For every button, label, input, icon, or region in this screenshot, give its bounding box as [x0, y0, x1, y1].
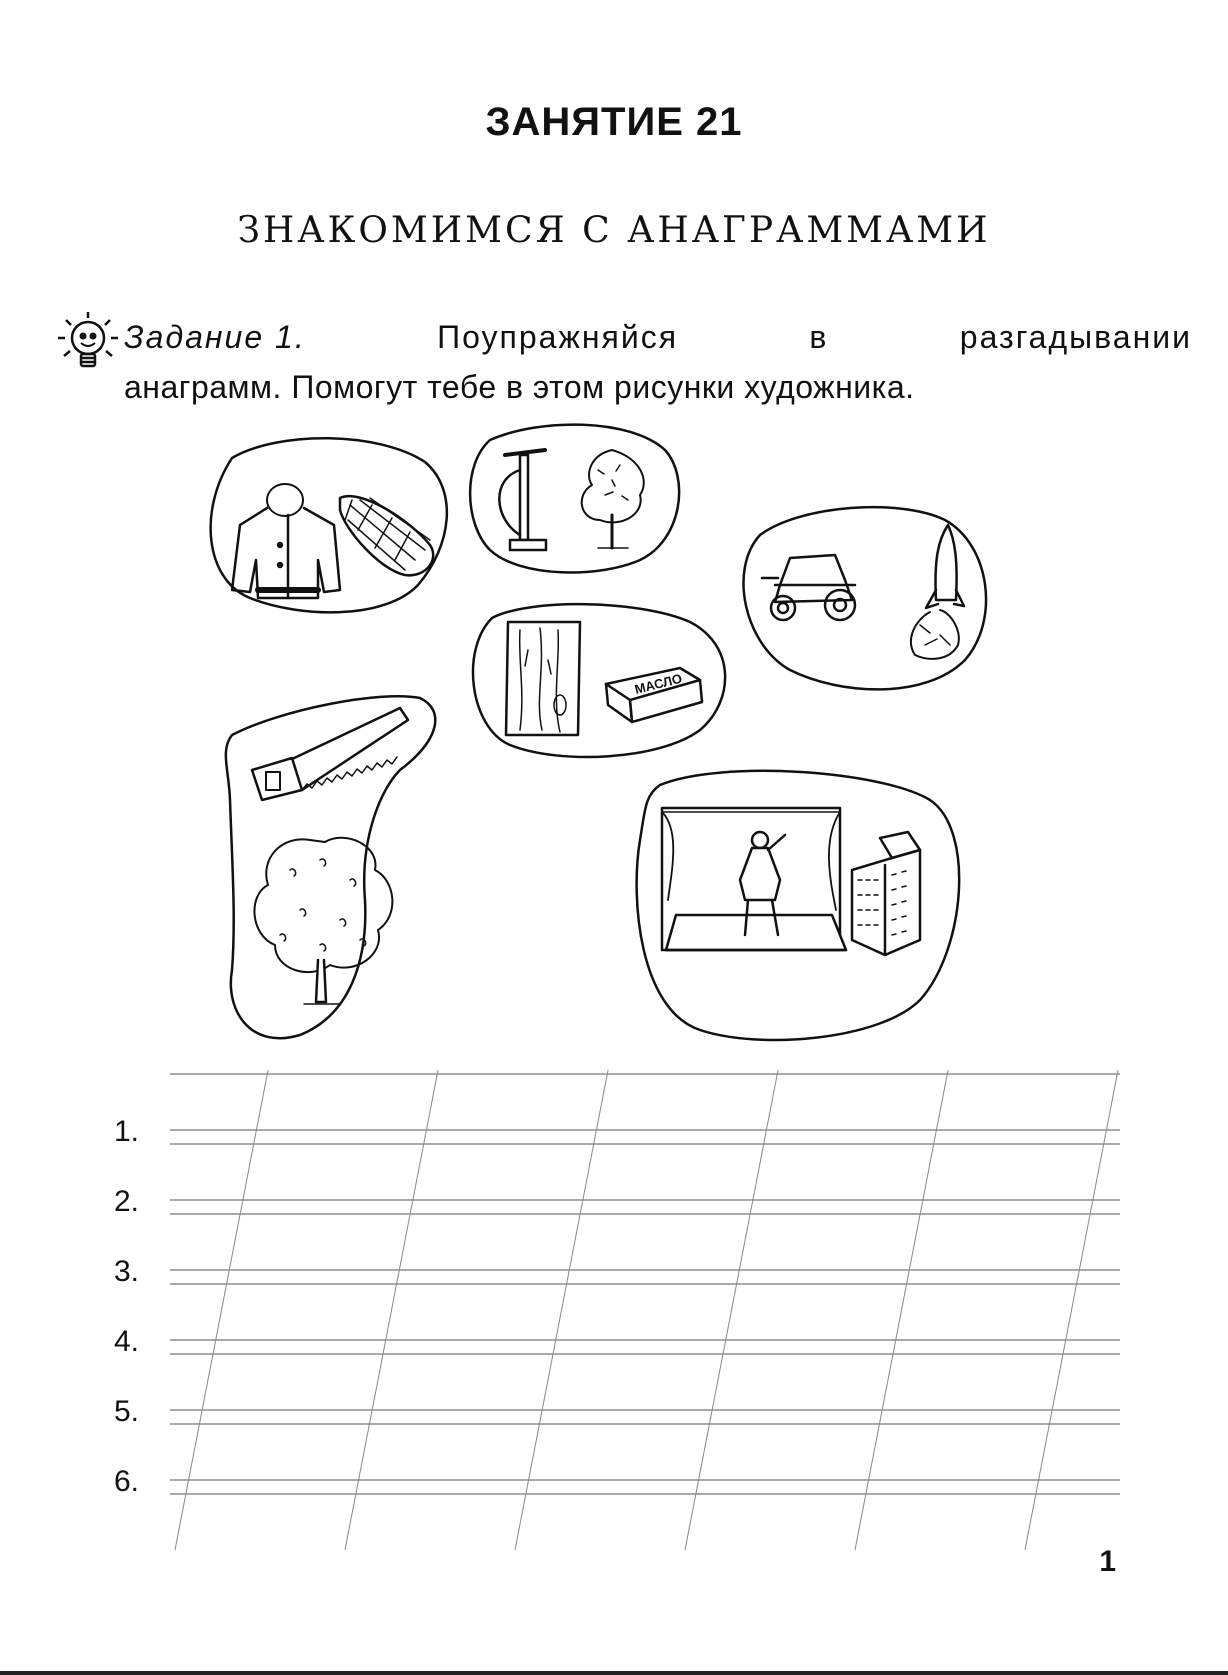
- page-bottom-rule: [0, 1671, 1228, 1675]
- butter-label: МАСЛО: [633, 670, 684, 697]
- lightbulb-icon: [52, 308, 124, 388]
- answer-number-4: 4.: [114, 1325, 140, 1358]
- tree-bark-icon: [506, 622, 580, 735]
- group-pump-tree: [470, 425, 679, 573]
- stage-actor-icon: [662, 808, 846, 950]
- butter-box-icon: [606, 668, 702, 722]
- group-coat-sleeping-bag: [211, 438, 447, 612]
- task-text-line2: анаграмм. Помогут тебе в этом рисунки художника.: [124, 369, 915, 405]
- task-word-1: Поупражняйся: [437, 319, 679, 355]
- group-stage-grater: [637, 771, 960, 1040]
- answer-number-3: 3.: [114, 1255, 140, 1288]
- answer-number-6: 6.: [114, 1465, 140, 1498]
- coat-icon: [232, 484, 340, 598]
- topic-title: ЗНАКОМИМСЯ С АНАГРАММАМИ: [237, 210, 991, 251]
- pine-tree-icon: [582, 450, 644, 548]
- deciduous-tree-icon: [254, 838, 392, 1004]
- lesson-title: ЗАНЯТИЕ 21: [485, 100, 743, 144]
- anagram-illustrations: [0, 420, 1228, 1060]
- task-instructions: [52, 312, 1192, 412]
- answer-number-5: 5.: [114, 1395, 140, 1428]
- pump-icon: [499, 450, 546, 550]
- saw-icon: [252, 708, 408, 800]
- task-label: Задание 1.: [124, 319, 306, 355]
- answer-grid: [100, 1070, 1140, 1570]
- group-bark-butter: [473, 604, 725, 757]
- rocket-icon: [911, 525, 964, 659]
- answer-area: [100, 1070, 1140, 1570]
- group-saw-tree: [226, 696, 435, 1038]
- grater-icon: [852, 832, 920, 955]
- sleeping-bag-icon: [340, 496, 433, 575]
- task-word-2: в: [809, 319, 829, 355]
- group-car-rocket: [744, 507, 987, 689]
- page-number: 1: [1099, 1545, 1116, 1578]
- task-word-3: разгадывании: [959, 319, 1192, 355]
- answer-number-2: 2.: [114, 1185, 140, 1218]
- vintage-car-icon: [762, 555, 855, 620]
- answer-number-1: 1.: [114, 1115, 140, 1148]
